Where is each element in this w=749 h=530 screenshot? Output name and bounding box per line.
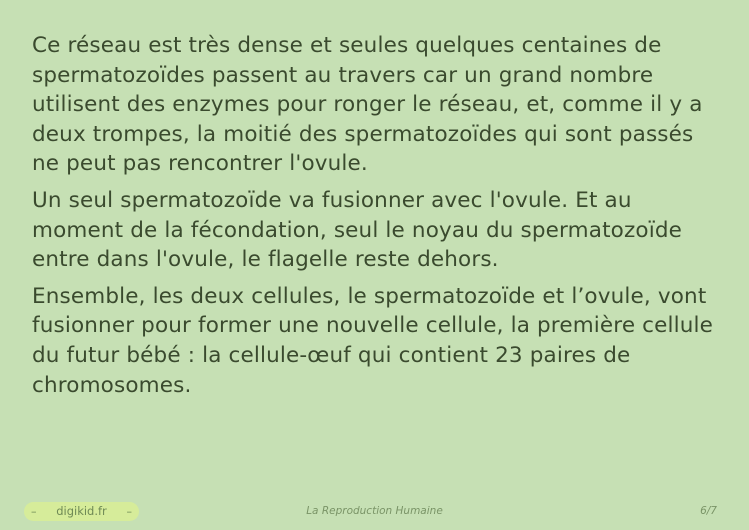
brand-dash-left: – [31, 505, 37, 518]
slide-body [32, 31, 722, 407]
brand-dash-right: – [126, 505, 132, 518]
brand-label: digikid.fr [56, 504, 107, 518]
paragraph-fusion: Un seul spermatozoïde va fusionner avec l'ovule. Et au moment de la fécondation, seul le noyau du spermatozoïde entre dans l'ovule, le flagelle reste dehors. [32, 187, 682, 273]
paragraph-network: Ce réseau est très dense et seules quelques centaines de spermatozoïdes passent au travers car un grand nombre utilisent des enzymes pour ronger le réseau, et, comme il y a deux trompes, la moitié des spermatozoïdes qui sont passés ne peut pas rencontrer l'ovule. [32, 33, 703, 177]
paragraph-egg-cell: Ensemble, les deux cellules, le spermatozoïde et l’ovule, vont fusionner pour former une nouvelle cellule, la première cellule du futur bébé : la cellule-œuf qui contient 23 paires de chromosomes. [32, 283, 714, 398]
page-number: 6/7 [700, 505, 717, 517]
slide-footer [0, 500, 749, 524]
document-title: La Reproduction Humaine [306, 505, 443, 517]
